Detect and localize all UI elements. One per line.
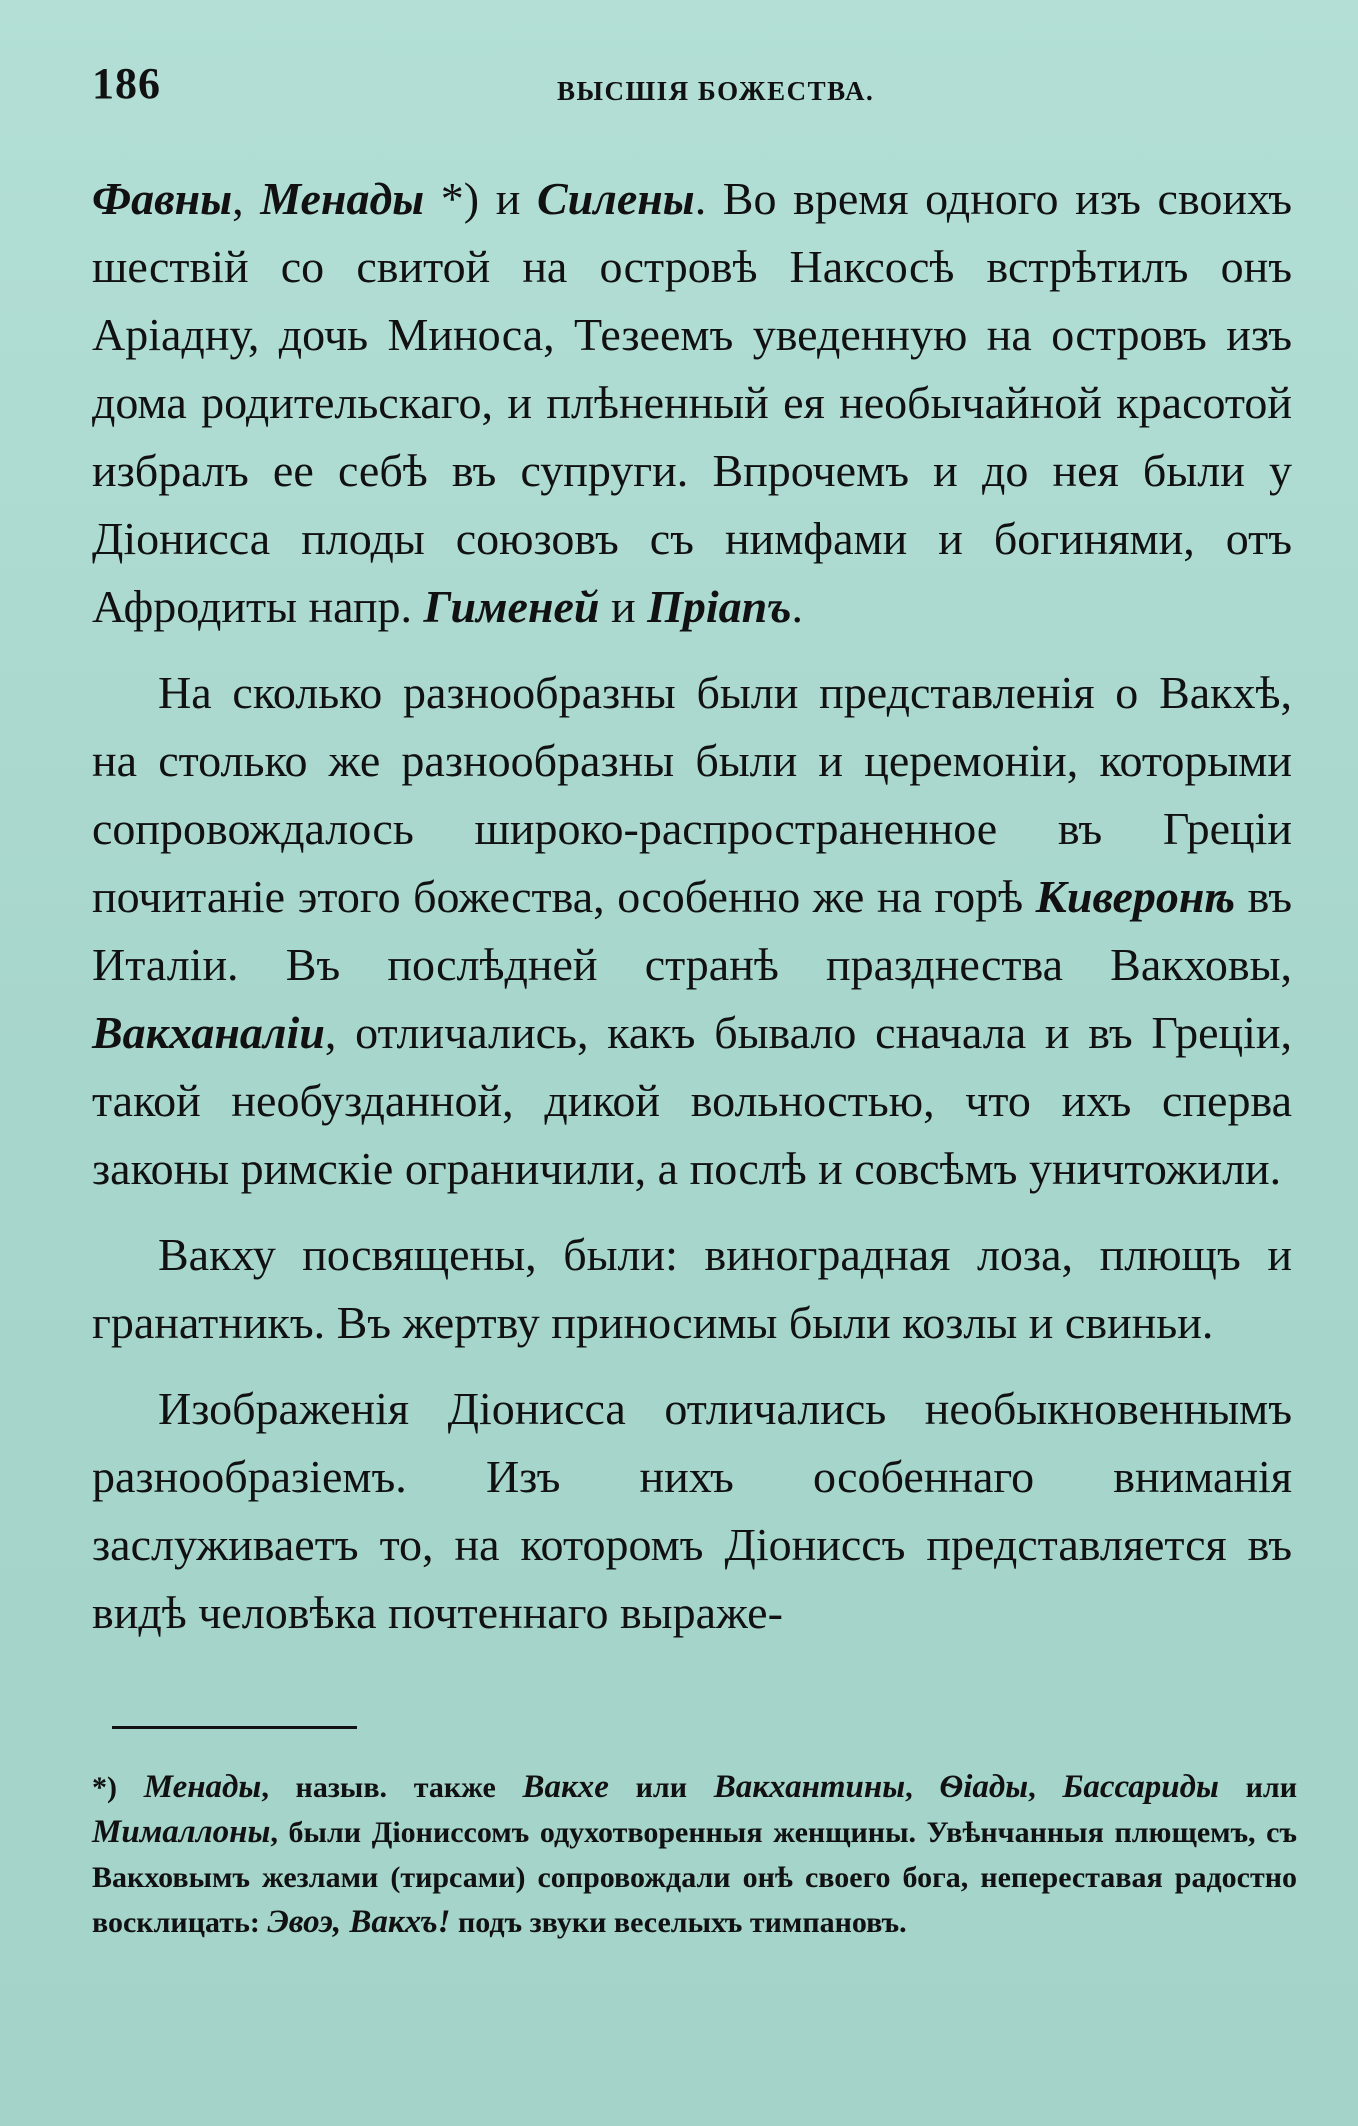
text-segment: Бассариды <box>1062 1769 1219 1805</box>
text-segment: Вакхантины <box>713 1769 906 1805</box>
text-segment: , <box>905 1771 940 1804</box>
text-segment: Киверонѣ <box>1035 871 1236 922</box>
text-segment: Вакханаліи <box>92 1007 325 1058</box>
text-segment: Вакхе <box>522 1769 609 1805</box>
text-segment: , отличались, какъ бывало сначала и въ Греціи, такой необузданной, дикой вольностью, что ихъ сперва законы римскіе ограничили, а послѣ и совсѣмъ уничтожили. <box>92 1007 1292 1194</box>
paragraph <box>92 1375 1292 1647</box>
text-segment: Гименей <box>423 581 600 632</box>
text-segment: *) и <box>424 173 537 224</box>
text-segment: , назыв. также <box>261 1771 523 1804</box>
text-segment: , <box>232 173 261 224</box>
text-segment: подъ звуки веселыхъ тимпановъ. <box>450 1906 907 1939</box>
text-segment: На сколько разнообразны были представленія о Вакхѣ, на столько же разнообразны были и церемоніи, которыми сопровождалось широко-распространенное въ Греціи почитаніе этого божества, особенно же на горѣ <box>92 667 1292 922</box>
footnote-divider <box>112 1726 357 1729</box>
text-segment: Менады <box>260 173 425 224</box>
text-segment: Силены <box>536 173 695 224</box>
text-segment: . Во время одного изъ своихъ шествій со свитой на островѣ Наксосѣ встрѣтилъ онъ Аріадну, дочь Миноса, Тезеемъ уведенную на островъ изъ дома родительскаго, и плѣненный ея необычайной красотой избралъ ее себѣ въ супруги. Впрочемъ и до нея были у Діонисса плоды союзовъ съ нимфами и богинями, отъ Афродиты напр. <box>92 173 1293 632</box>
page-header <box>92 58 1302 118</box>
paragraph <box>92 659 1292 1203</box>
text-segment: или <box>1218 1771 1298 1804</box>
paragraph <box>92 1221 1292 1357</box>
text-segment: или <box>608 1771 714 1804</box>
main-text <box>92 165 1292 1665</box>
text-segment: Менады <box>143 1769 262 1805</box>
text-segment: Вакху посвящены, были: виноградная лоза, плющъ и гранатникъ. Въ жертву приносимы были козлы и свиньи. <box>92 1229 1292 1348</box>
text-segment: *) <box>92 1771 144 1804</box>
text-segment: Пріапъ <box>647 581 792 632</box>
text-segment: въ Италіи. Въ послѣдней странѣ празднества Вакховы, <box>92 871 1292 990</box>
running-title: ВЫСШІЯ БОЖЕСТВА. <box>557 76 875 106</box>
text-segment: Мималлоны <box>92 1814 271 1850</box>
text-segment: , были Діониссомъ одухотворенныя женщины. Увѣнчанныя плющемъ, съ Вакховымъ жезлами (тирсами) сопровождали онѣ своего бога, непереставая радостно восклицать: <box>92 1816 1297 1939</box>
page-number: 186 <box>92 59 161 108</box>
text-segment: , <box>1028 1771 1063 1804</box>
paragraph <box>92 165 1292 641</box>
text-segment: Ѳіады <box>939 1769 1029 1805</box>
text-segment: Изображенія Діонисса отличались необыкновеннымъ разнообразіемъ. Изъ нихъ особеннаго вниманія заслуживаетъ то, на которомъ Діониссъ представляется въ видѣ человѣка почтеннаго выраже- <box>92 1383 1292 1638</box>
text-segment: . <box>791 581 804 632</box>
footnote <box>92 1765 1297 1945</box>
text-segment: Эвоэ, Вакхъ! <box>267 1904 451 1940</box>
text-segment: и <box>599 581 648 632</box>
text-segment: Фавны <box>92 173 233 224</box>
